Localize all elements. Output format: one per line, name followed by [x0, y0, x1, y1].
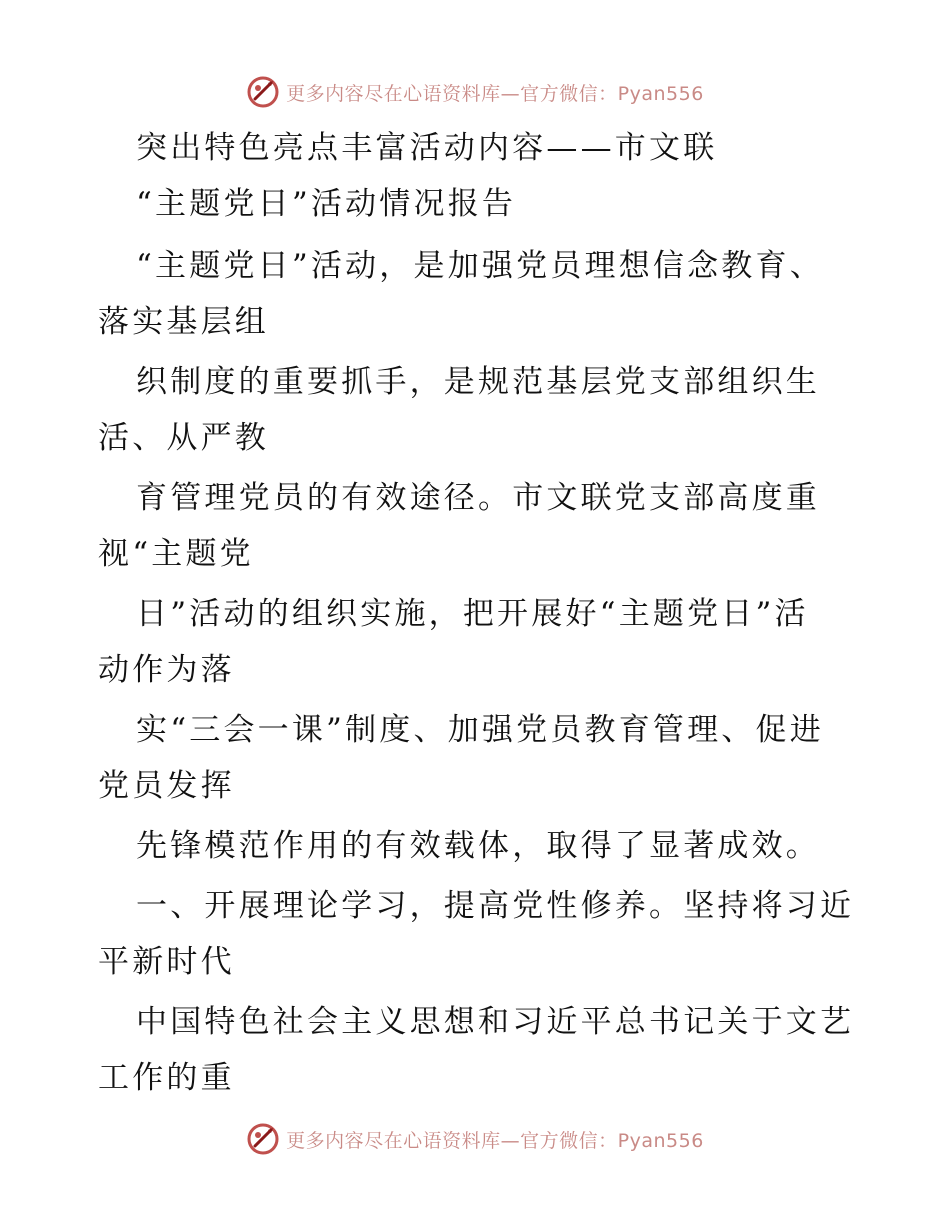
paragraph-line: “主题党日”活动，是加强党员理想信念教育、 [136, 248, 824, 284]
document-title-line: 突出特色亮点丰富活动内容——市文联 [136, 130, 718, 166]
paragraph-line: 落实基层组 [98, 304, 269, 340]
paragraph-line: 一、开展理论学习，提高党性修养。坚持将习近 [136, 888, 855, 924]
paragraph-line: 党员发挥 [98, 768, 235, 804]
document-subtitle-line: “主题党日”活动情况报告 [136, 186, 517, 222]
watermark-text: 更多内容尽在心语资料库—官方微信：Pyan556 [286, 1129, 704, 1152]
paragraph-line: 织制度的重要抓手，是规范基层党支部组织生 [136, 364, 820, 400]
watermark-text: 更多内容尽在心语资料库—官方微信：Pyan556 [286, 82, 704, 105]
paragraph-line: 视“主题党 [98, 536, 254, 572]
paragraph-line: 工作的重 [98, 1060, 235, 1096]
paragraph-line: 实“三会一课”制度、加强党员教育管理、促进 [136, 712, 824, 748]
paragraph-line: 中国特色社会主义思想和习近平总书记关于文艺 [136, 1004, 855, 1040]
paragraph-line: 先锋模范作用的有效载体，取得了显著成效。 [136, 828, 820, 864]
paragraph-line: 活、从严教 [98, 420, 269, 456]
paragraph-line: 日”活动的组织实施，把开展好“主题党日”活 [136, 596, 809, 632]
paragraph-line: 平新时代 [98, 944, 235, 980]
logo-icon [246, 1122, 280, 1156]
paragraph-line: 育管理党员的有效途径。市文联党支部高度重 [136, 480, 820, 516]
footer-watermark [0, 1119, 950, 1159]
paragraph-line: 动作为落 [98, 652, 235, 688]
